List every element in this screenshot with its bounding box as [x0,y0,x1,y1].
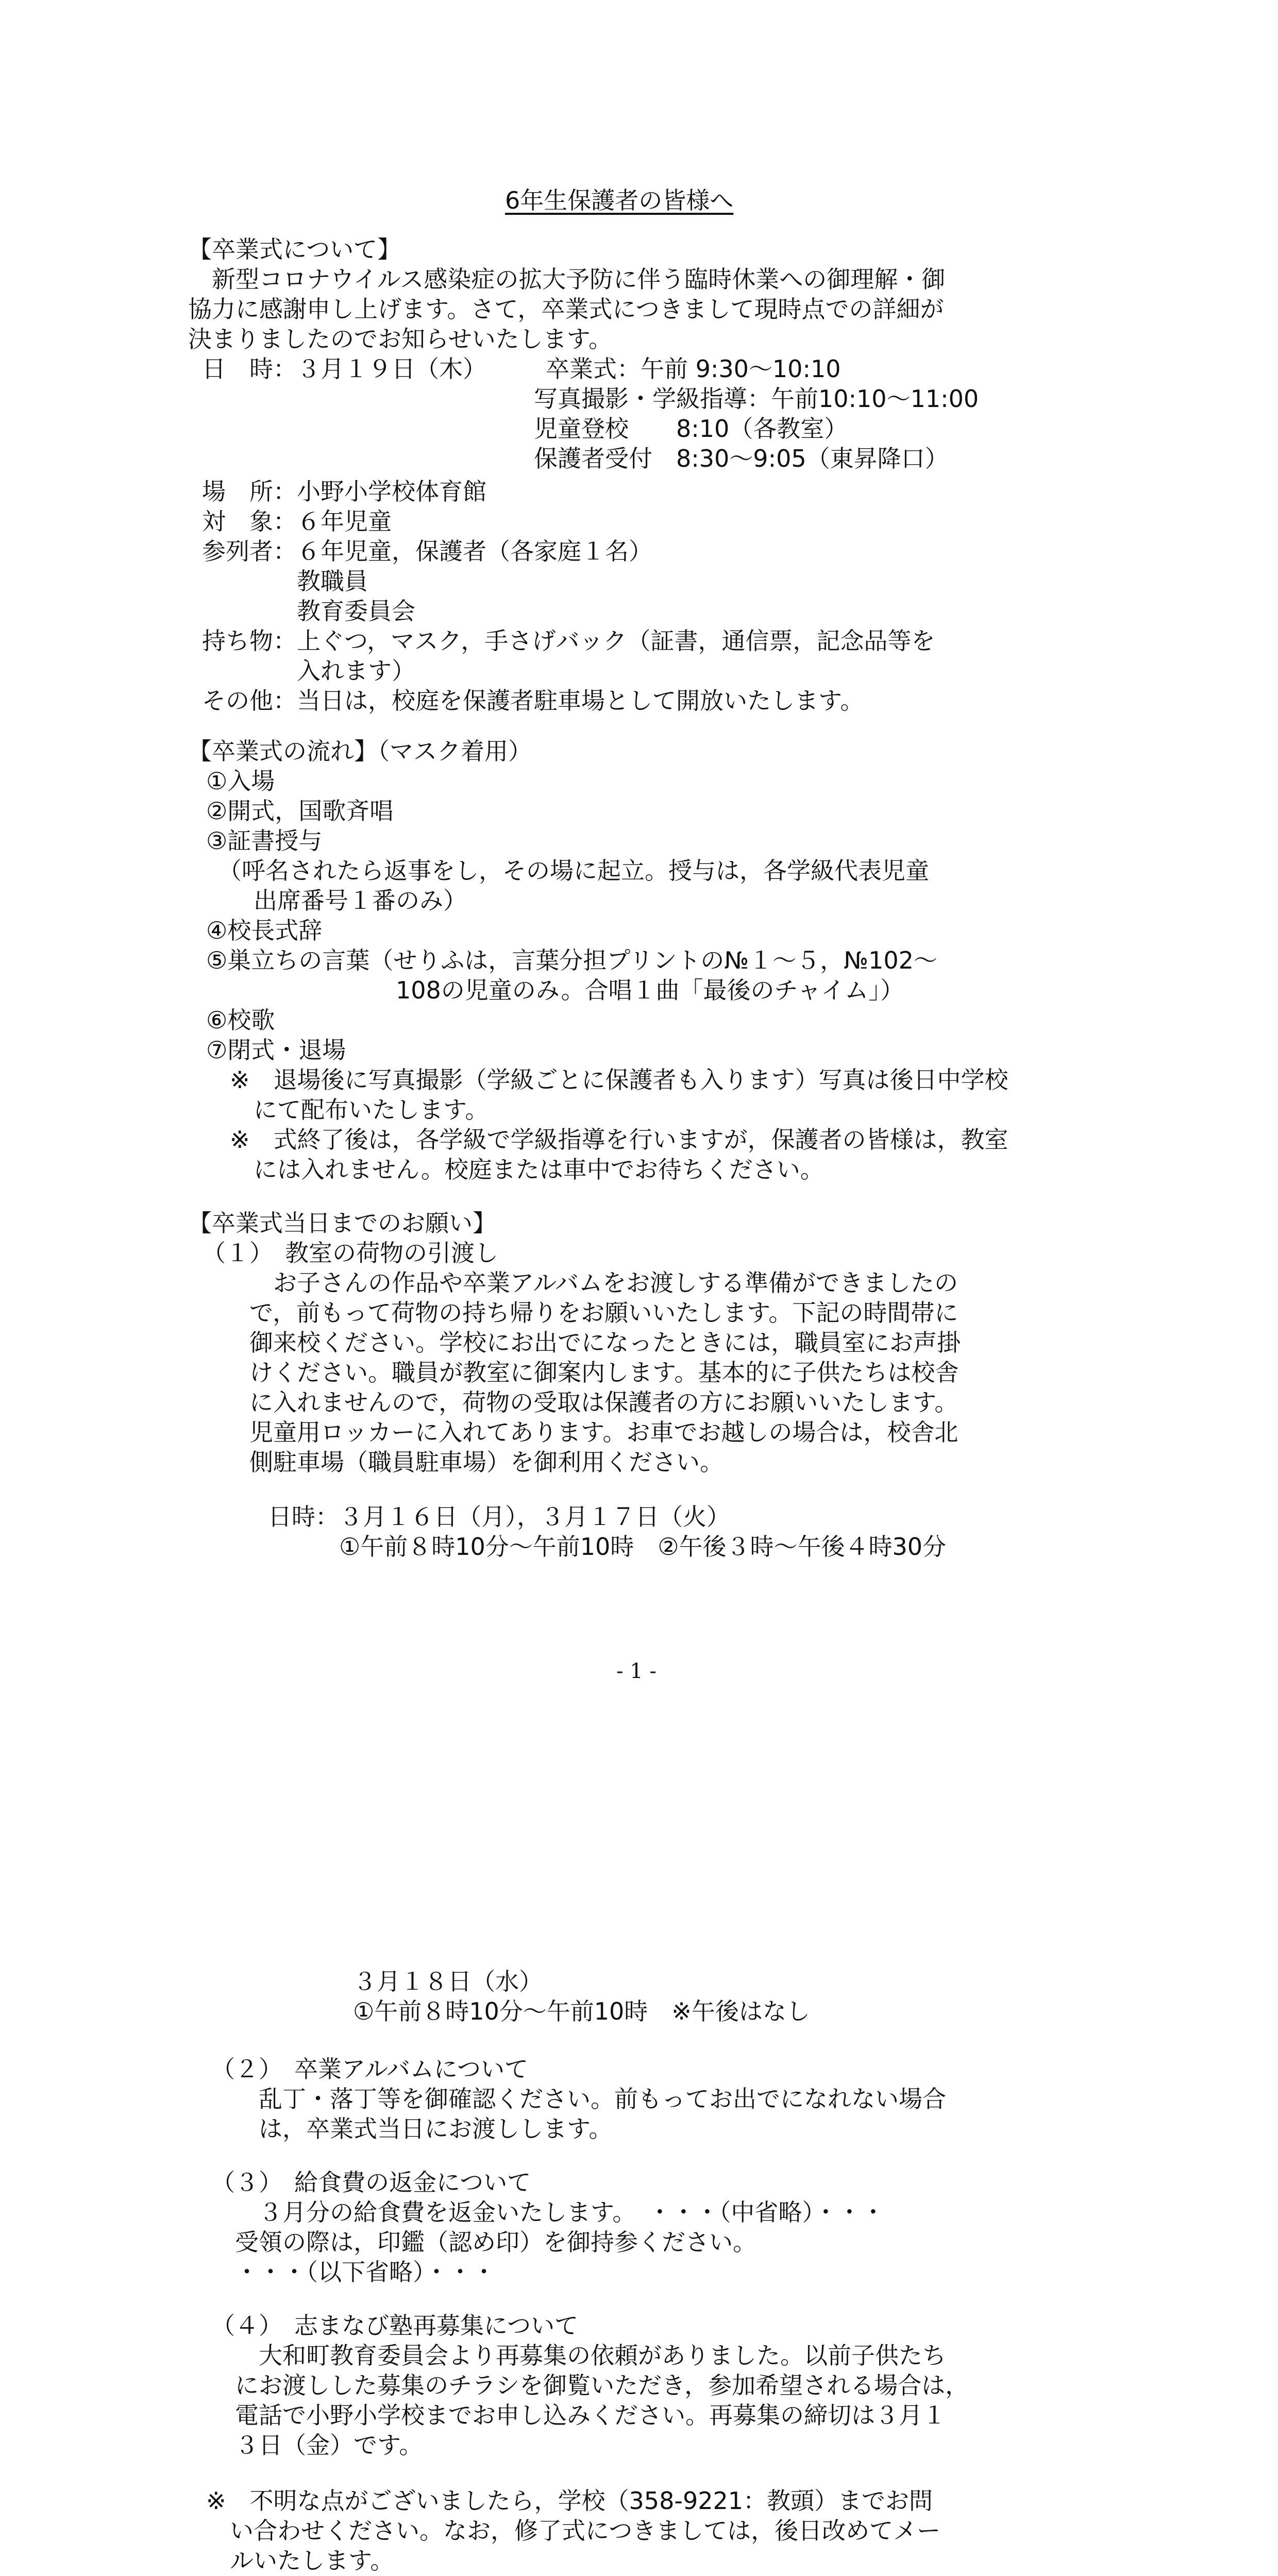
flow-line: ⑥校歌 [206,1006,275,1034]
flow-line: ⑤巣立ちの言葉（せりふは，言葉分担プリントの№１～５，№102～ [206,946,937,974]
pickup-dates-line: ①午前８時10分～午前10時 ②午後３時～午後４時30分 [268,1533,947,1561]
request-line: に入れませんので，荷物の受取は保護者の方にお願いいたします。 [202,1388,959,1416]
intro-line: 決まりましたのでお知らせいたします。 [188,325,612,353]
detail-line: 日 時：３月１９日（木） 卒業式：午前 9:30～10:10 [202,355,841,383]
flow-line: ④校長式辞 [206,917,323,944]
intro-line: 新型コロナウイルス感染症の拡大予防に伴う臨時休業への御理解・御 [188,265,946,293]
recruitment-line: 大和町教育委員会より再募集の依頼がありました。以前子供たち [211,2342,946,2369]
section-graduation-header: 【卒業式について】 [188,235,401,263]
request-line: 御来校ください。学校にお出でになったときには，職員室にお声掛 [202,1329,961,1357]
flow-line: ③証書授与 [206,827,323,855]
detail-line: 写真撮影・学級指導：午前10:10～11:00 [202,385,979,413]
recruitment-line: （４） 志まなび塾再募集について [211,2312,579,2340]
contact-note-line: ※ 不明な点がございましたら，学校（358-9221：教頭）までお問 [206,2487,933,2515]
detail-line: 入れます） [202,657,415,685]
request-line: 側駐車場（職員駐車場）を御利用ください。 [202,1448,724,1476]
pickup-dates-line: ３月１８日（水） [353,1968,543,1995]
lunch-refund-line: ３月分の給食費を返金いたします。 ・・・（中省略）・・・ [211,2198,885,2226]
contact-note-line: ルいたします。 [206,2547,394,2574]
section-flow-header: 【卒業式の流れ】（マスク着用） [188,737,532,765]
lunch-refund-line: ・・・（以下省略）・・・ [211,2258,496,2286]
request-line: 児童用ロッカーに入れてあります。お車でお越しの場合は，校舎北 [202,1418,959,1446]
flow-line: ①入場 [206,767,275,795]
flow-line: ⑦閉式・退場 [206,1036,346,1064]
recruitment-line: にお渡しした募集のチラシを御覧いただき，参加希望される場合は， [211,2371,969,2399]
flow-line: にて配布いたします。 [206,1096,489,1124]
page-number: - 1 - [616,1659,657,1683]
flow-line: 出席番号１番のみ） [206,887,467,914]
request-line: で，前もって荷物の持ち帰りをお願いいたします。下記の時間帯に [202,1299,959,1327]
page-2 [0,1807,1278,2576]
flow-line: ※ 退場後に写真撮影（学級ごとに保護者も入ります）写真は後日中学校 [206,1066,1008,1094]
detail-line: 対 象：６年児童 [202,507,392,535]
intro-line: 協力に感謝申し上げます。さて，卒業式につきまして現時点での詳細が [188,295,944,323]
recruitment-line: 電話で小野小学校までお申し込みください。再募集の締切は３月１ [211,2401,946,2429]
detail-line: 場 所：小野小学校体育館 [202,478,486,505]
lunch-refund-line: （３） 給食費の返金について [211,2168,531,2196]
document-title: 6年生保護者の皆様へ [505,187,734,214]
flow-line: ※ 式終了後は，各学級で学級指導を行いますが，保護者の皆様は，教室 [206,1126,1008,1154]
flow-line: ②開式，国歌斉唱 [206,797,394,825]
section-requests-header: 【卒業式当日までのお願い】 [188,1209,496,1237]
flow-line: には入れません。校庭または車中でお待ちください。 [206,1156,824,1183]
detail-line: 児童登校 8:10（各教室） [202,415,848,443]
detail-line: 教職員 [202,567,368,595]
lunch-refund-line: 受領の際は，印鑑（認め印）を御持参ください。 [211,2228,756,2256]
request-line: お子さんの作品や卒業アルバムをお渡しする準備ができましたの [202,1269,958,1297]
pickup-dates-line: 日時：３月１６日（月），３月１７日（火） [268,1503,730,1531]
flow-line: 108の児童のみ。合唱１曲「最後のチャイム」） [206,976,904,1004]
detail-line: 参列者：６年児童，保護者（各家庭１名） [202,537,652,565]
detail-line: その他：当日は，校庭を保護者駐車場として開放いたします。 [202,687,864,715]
pickup-dates-line: ①午前８時10分～午前10時 ※午後はなし [353,1997,810,2025]
detail-line: 持ち物：上ぐつ，マスク，手さげバック（証書，通信票，記念品等を [202,627,935,655]
album-request-line: 乱丁・落丁等を御確認ください。前もってお出でになれない場合 [211,2085,946,2113]
album-request-line: は，卒業式当日にお渡しします。 [211,2115,613,2143]
contact-note-line: い合わせください。なお，修了式につきましては，後日改めてメー [206,2517,941,2545]
request-line: （１） 教室の荷物の引渡し [202,1239,498,1267]
detail-line: 保護者受付 8:30～9:05（東昇降口） [202,445,949,472]
request-line: けください。職員が教室に御案内します。基本的に子供たちは校舎 [202,1359,959,1386]
detail-line: 教育委員会 [202,597,415,625]
recruitment-line: ３日（金）です。 [211,2431,423,2459]
album-request-line: （２） 卒業アルバムについて [211,2055,529,2083]
flow-line: （呼名されたら返事をし，その場に起立。授与は，各学級代表児童 [206,857,929,885]
